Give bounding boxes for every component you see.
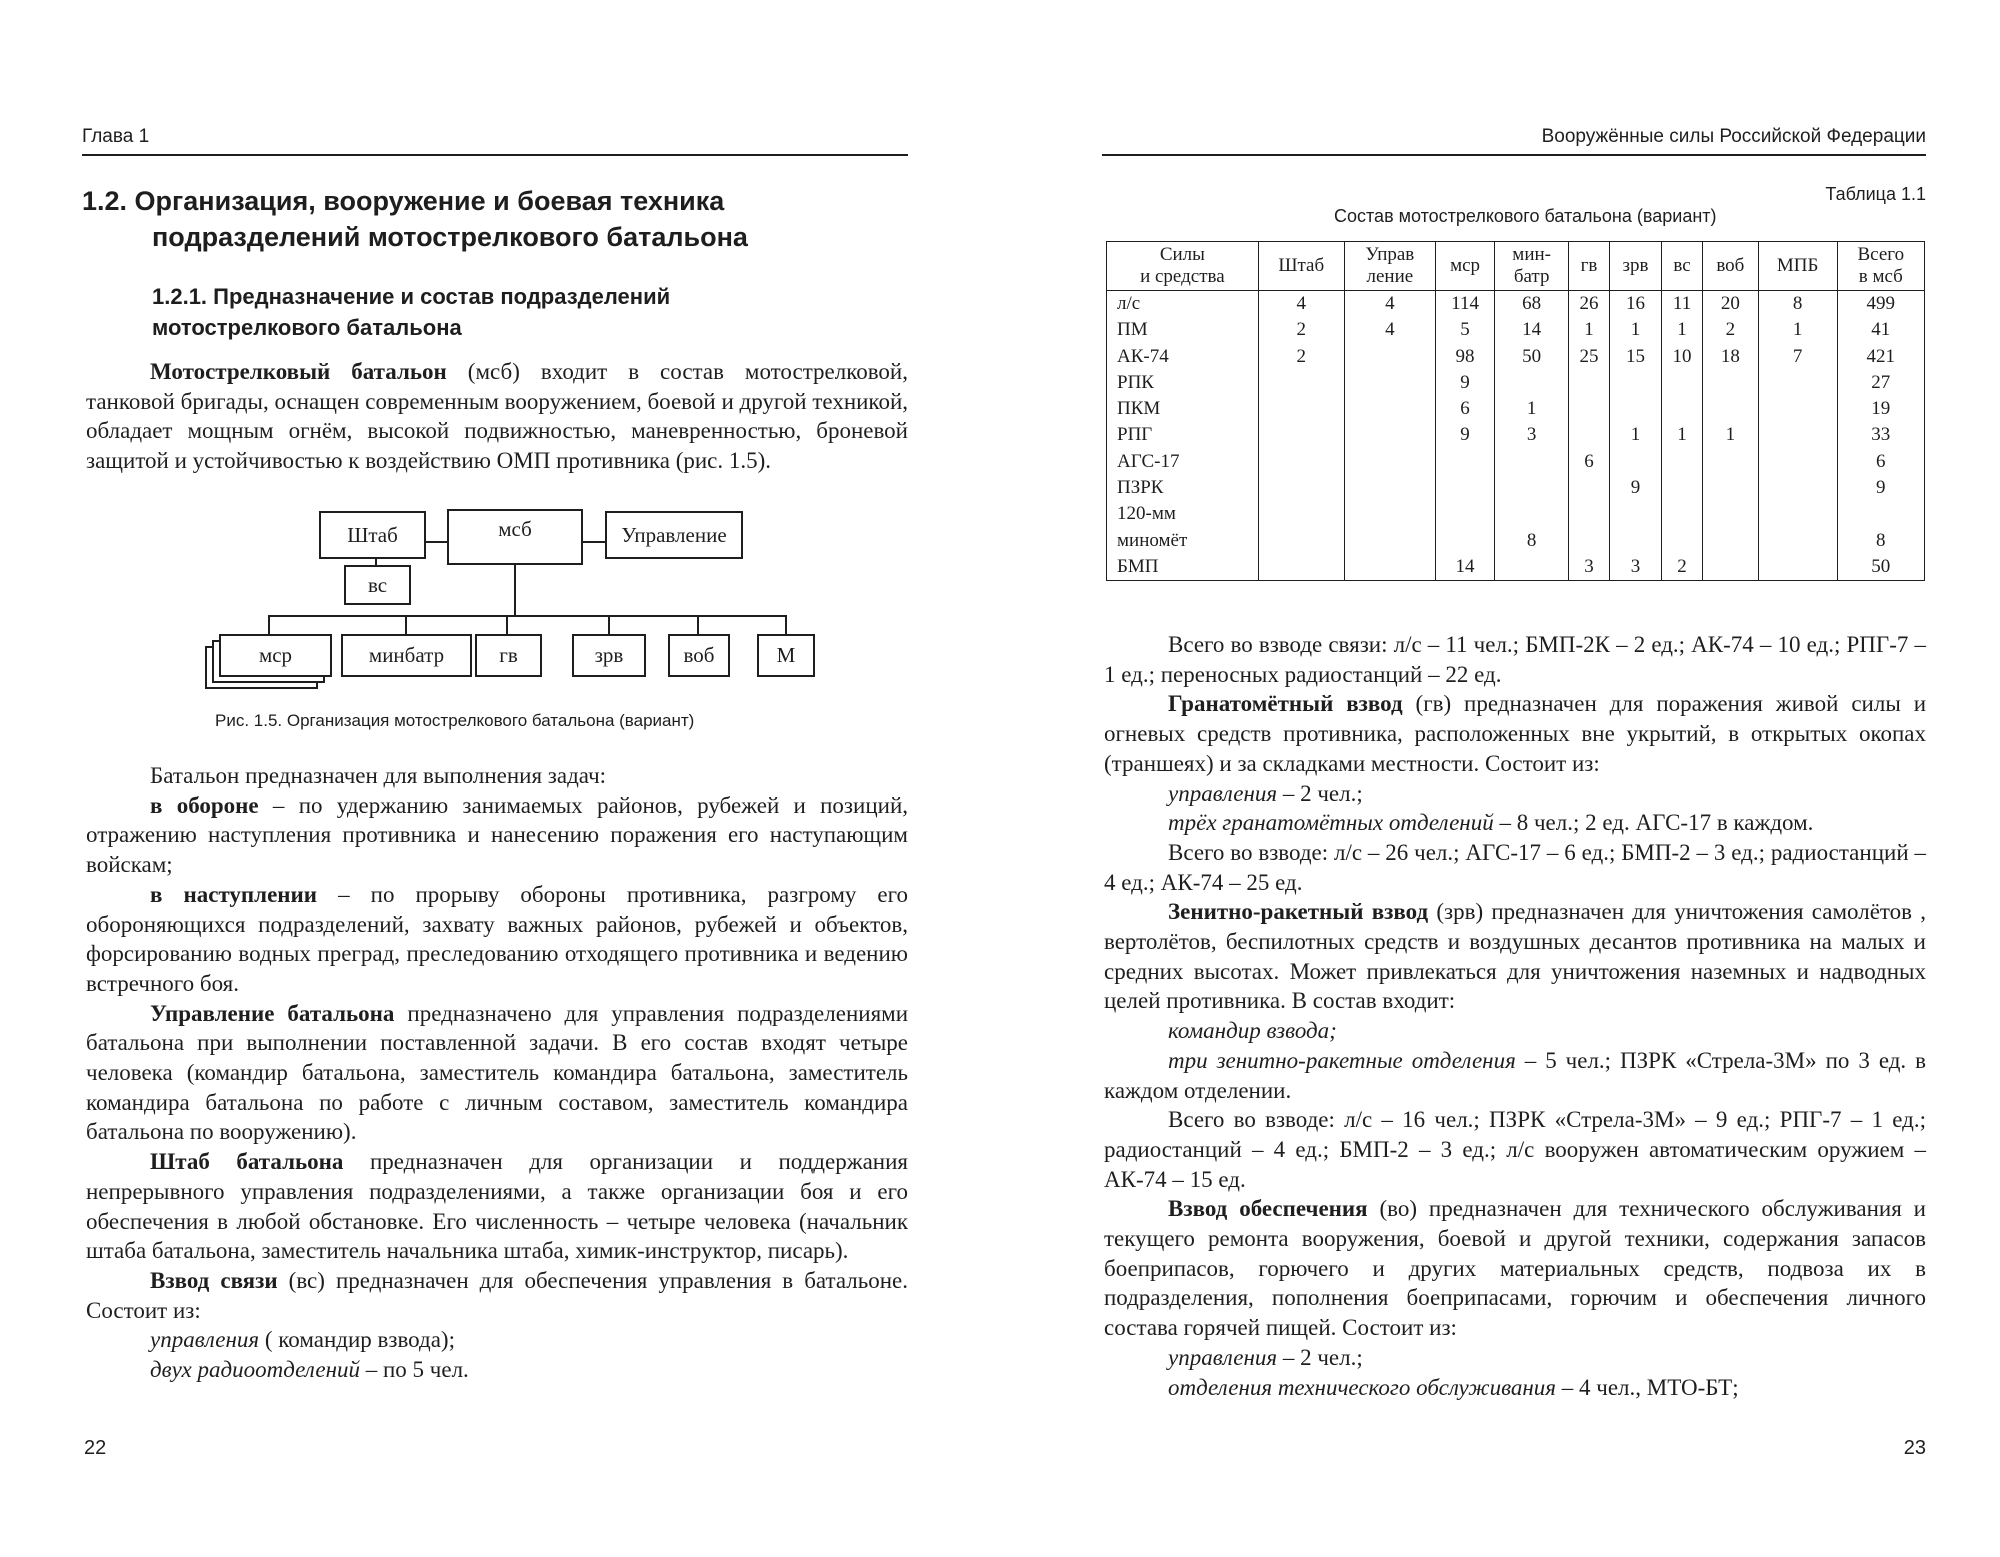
table-cell xyxy=(1344,475,1435,501)
table-cell: 6 xyxy=(1435,396,1494,422)
signal-total: Всего во взводе связи: л/с – 11 чел.; БМП-2К – 2 ед.; АК-74 – 10 ед.; РПГ-7 – 1 ед.; переносных радиостанций – 22 ед. xyxy=(1104,632,1926,687)
table-row xyxy=(1107,396,1925,422)
table-cell: 98 xyxy=(1435,344,1494,370)
table-cell xyxy=(1258,422,1344,448)
table-cell xyxy=(1495,475,1569,501)
table-cell xyxy=(1702,554,1758,581)
table-cell xyxy=(1758,370,1837,396)
table-header-cell: Штаб xyxy=(1258,242,1344,291)
table-cell: 1 xyxy=(1609,422,1661,448)
table-cell xyxy=(1702,501,1758,527)
table-cell: 9 xyxy=(1609,475,1661,501)
signal-bold: Взвод связи xyxy=(150,1267,278,1293)
table-cell: 4 xyxy=(1344,291,1435,318)
org-box-signal: вс xyxy=(344,565,411,605)
defense-bold: в обороне xyxy=(150,792,259,818)
gren-item2-text: – 8 чел.; 2 ед. АГС-17 в каждом. xyxy=(1493,810,1814,836)
table-cell xyxy=(1495,554,1569,581)
table-title: Состав мотострелкового батальона (вариант) xyxy=(1334,206,1717,226)
table-cell xyxy=(1344,396,1435,422)
table-cell: 41 xyxy=(1837,317,1924,343)
table-header-cell: воб xyxy=(1702,242,1758,291)
table-row xyxy=(1107,501,1925,527)
defense-text: – по удержанию занимаемых районов, рубежей и позиций, отражению наступления противника и нанесению поражения его наступающим войскам; xyxy=(86,792,908,878)
table-cell xyxy=(1758,475,1837,501)
table-cell xyxy=(1837,501,1924,527)
table-cell: 1 xyxy=(1495,396,1569,422)
table-cell: 1 xyxy=(1609,317,1661,343)
header-rule-right xyxy=(1102,154,1926,156)
org-box-command: Управление xyxy=(605,511,743,559)
table-row xyxy=(1107,449,1925,475)
subsection-title xyxy=(152,281,670,343)
org-box-battalion: мсб xyxy=(447,509,583,565)
table-cell: 15 xyxy=(1609,344,1661,370)
table-cell xyxy=(1258,475,1344,501)
table-row-label: БМП xyxy=(1107,554,1259,581)
org-box-zrv: зрв xyxy=(572,634,646,677)
intro-text: (мсб) входит в состав мотострелковой, танковой бригады, оснащен современным вооружением, боевой и другой техникой, обладает мощным огнём, высокой подвижностью, маневренностью, броневой защитой и устойчивостью к воздействию ОМП противника (рис. 1.5). xyxy=(86,359,908,474)
section-title xyxy=(82,183,748,255)
table-cell xyxy=(1609,396,1661,422)
table-cell xyxy=(1702,475,1758,501)
table-cell: 3 xyxy=(1609,554,1661,581)
table-cell: 3 xyxy=(1495,422,1569,448)
table-cell xyxy=(1662,370,1703,396)
table-header-row xyxy=(1107,242,1925,291)
section-title-line1: 1.2. Организация, вооружение и боевая техника xyxy=(82,186,725,216)
table-cell: 2 xyxy=(1258,344,1344,370)
table-cell xyxy=(1344,449,1435,475)
table-cell: 7 xyxy=(1758,344,1837,370)
table-header-cell: Всего в мсб xyxy=(1837,242,1924,291)
header-rule-left xyxy=(82,154,908,156)
table-row xyxy=(1107,554,1925,581)
command-text: предназначено для управления подразделениями батальона при выполнении поставленной задачи. В его состав входят четыре человека (командир батальона, заместитель командира батальона, заместитель командира батальона по работе с личным составом, заместитель командира батальона по вооружению). xyxy=(86,1000,909,1145)
page-number-left: 22 xyxy=(84,1437,107,1459)
table-cell: 114 xyxy=(1435,291,1494,318)
table-cell xyxy=(1609,449,1661,475)
table-cell xyxy=(1569,501,1610,527)
staff-text: предназначен для организации и поддержания непрерывного управления подразделениями, а также организации боя и его обеспечения в любой обстановке. Его численность – четыре человека (начальник штаба батальона, заместитель начальника штаба, химик-инструктор, писарь). xyxy=(86,1149,908,1264)
aa-item2-it: три зенитно-ракетные отделения xyxy=(1168,1047,1516,1073)
signal-item1-it: управления xyxy=(150,1327,260,1353)
gren-item1-text: – 2 чел.; xyxy=(1277,780,1363,806)
gren-item2-it: трёх гранатомётных отделений xyxy=(1168,810,1494,836)
table-row-label: АГС-17 xyxy=(1107,449,1259,475)
table-cell: 1 xyxy=(1662,317,1703,343)
table-cell xyxy=(1702,396,1758,422)
table-header-cell: Силы и средства xyxy=(1107,242,1259,291)
supply-item2-text: – 4 чел., МТО-БТ; xyxy=(1556,1374,1739,1400)
table-cell xyxy=(1702,370,1758,396)
table-cell: 3 xyxy=(1569,554,1610,581)
table-header-cell: мин- батр xyxy=(1495,242,1569,291)
table-row-label: РПГ xyxy=(1107,422,1259,448)
table-cell xyxy=(1344,528,1435,554)
table-cell xyxy=(1258,554,1344,581)
table-cell: 20 xyxy=(1702,291,1758,318)
table-cell xyxy=(1758,528,1837,554)
table-cell: 1 xyxy=(1662,422,1703,448)
table-cell: 27 xyxy=(1837,370,1924,396)
table-header-cell: вс xyxy=(1662,242,1703,291)
staff-bold: Штаб батальона xyxy=(150,1149,344,1175)
table-cell: 4 xyxy=(1258,291,1344,318)
table-cell xyxy=(1495,449,1569,475)
running-head-right: Вооружённые силы Российской Федерации xyxy=(1541,126,1926,147)
org-box-vob: воб xyxy=(668,634,730,677)
aa-total: Всего во взводе: л/с – 16 чел.; ПЗРК «Стрела-3М» – 9 ед.; РПГ-7 – 1 ед.; радиостанций – 4 ед.; БМП-2 – 3 ед.; л/с вооружен автоматическим оружием – АК-74 – 15 ед. xyxy=(1104,1107,1926,1192)
signal-item2-text: – по 5 чел. xyxy=(360,1357,469,1383)
table-cell: 6 xyxy=(1837,449,1924,475)
table-cell: 14 xyxy=(1495,317,1569,343)
table-cell xyxy=(1758,449,1837,475)
table-cell: 33 xyxy=(1837,422,1924,448)
gren-bold: Гранатомётный взвод xyxy=(1168,691,1403,717)
table-cell: 1 xyxy=(1758,317,1837,343)
table-row xyxy=(1107,422,1925,448)
tasks-intro: Батальон предназначен для выполнения задач: xyxy=(150,763,607,788)
table-row xyxy=(1107,291,1925,318)
aa-text: (зрв) предназначен для уничтожения самолётов , вертолётов, беспилотных средств и воздушных десантов противника на малых и средних высотах. Может привлекаться для уничтожения наземных и надводных целей противника. В состав входит: xyxy=(1104,899,1926,1014)
table-row-label: ПМ xyxy=(1107,317,1259,343)
gren-total: Всего во взводе: л/с – 26 чел.; АГС-17 – 6 ед.; БМП-2 – 3 ед.; радиостанций – 4 ед.; АК-74 – 25 ед. xyxy=(1104,839,1926,895)
table-header-cell: Управ ление xyxy=(1344,242,1435,291)
table-cell xyxy=(1758,396,1837,422)
org-box-gv: гв xyxy=(475,634,542,677)
table-cell: 9 xyxy=(1435,370,1494,396)
signal-item2-it: двух радиоотделений xyxy=(150,1357,360,1383)
table-label: Таблица 1.1 xyxy=(1825,184,1926,204)
table-header-cell: гв xyxy=(1569,242,1610,291)
supply-item2-it: отделения технического обслуживания xyxy=(1168,1374,1557,1400)
table-cell xyxy=(1702,449,1758,475)
table-cell xyxy=(1344,554,1435,581)
table-cell xyxy=(1569,528,1610,554)
composition-table xyxy=(1106,241,1925,581)
org-box-msr: мср xyxy=(219,634,332,677)
signal-text: (вс) предназначен для обеспечения управления в батальоне. Состоит из: xyxy=(86,1267,908,1323)
table-cell xyxy=(1258,528,1344,554)
table-cell xyxy=(1662,475,1703,501)
table-header-cell: мср xyxy=(1435,242,1494,291)
table-cell xyxy=(1609,501,1661,527)
aa-bold: Зенитно-ракетный взвод xyxy=(1168,899,1429,925)
left-body-text xyxy=(86,761,908,1385)
table-cell: 50 xyxy=(1837,554,1924,581)
table-row-label: ПЗРК xyxy=(1107,475,1259,501)
table-cell: 2 xyxy=(1258,317,1344,343)
offense-bold: в наступлении xyxy=(150,881,318,907)
org-box-m: М xyxy=(757,634,815,677)
table-cell: 9 xyxy=(1837,475,1924,501)
table-row-label: ПКМ xyxy=(1107,396,1259,422)
section-title-line2: подразделений мотострелкового батальона xyxy=(152,222,748,252)
table-cell: 9 xyxy=(1435,422,1494,448)
table-cell: 8 xyxy=(1495,528,1569,554)
supply-bold: Взвод обеспечения xyxy=(1168,1196,1368,1222)
table-cell xyxy=(1344,422,1435,448)
supply-text: (во) предназначен для технического обслуживания и текущего ремонта вооружения, боевой и другой техники, содержания запасов боеприпасов, горючего и других материальных средств, подвоза их в подразделения, пополнения боеприпасами, горючим и обеспечения личного состава горячей пищей. Состоит из: xyxy=(1104,1196,1926,1341)
table-cell: 1 xyxy=(1569,317,1610,343)
table-cell xyxy=(1258,501,1344,527)
supply-item1-text: – 2 чел.; xyxy=(1277,1344,1363,1370)
table-cell: 68 xyxy=(1495,291,1569,318)
subsection-title-line1: 1.2.1. Предназначение и состав подразделений xyxy=(152,284,671,309)
table-cell xyxy=(1435,501,1494,527)
table-cell xyxy=(1258,370,1344,396)
table-cell: 1 xyxy=(1702,422,1758,448)
table-cell xyxy=(1569,370,1610,396)
table-cell xyxy=(1609,528,1661,554)
figure-caption: Рис. 1.5. Организация мотострелкового батальона (вариант) xyxy=(215,711,695,730)
table-cell xyxy=(1344,344,1435,370)
table-cell xyxy=(1344,370,1435,396)
table-row xyxy=(1107,370,1925,396)
page-number-right: 23 xyxy=(1903,1437,1926,1459)
table-cell: 11 xyxy=(1662,291,1703,318)
table-row-label: АК-74 xyxy=(1107,344,1259,370)
table-cell: 50 xyxy=(1495,344,1569,370)
table-cell: 4 xyxy=(1344,317,1435,343)
table-cell xyxy=(1758,422,1837,448)
table-cell xyxy=(1662,528,1703,554)
gren-item1-it: управления xyxy=(1168,780,1278,806)
table-cell xyxy=(1662,501,1703,527)
table-cell xyxy=(1662,396,1703,422)
intro-bold: Мотострелковый батальон xyxy=(150,359,447,384)
table-cell: 16 xyxy=(1609,291,1661,318)
table-cell: 499 xyxy=(1837,291,1924,318)
table-cell xyxy=(1435,528,1494,554)
table-cell xyxy=(1758,554,1837,581)
table-cell: 14 xyxy=(1435,554,1494,581)
aa-item1-it: командир взвода; xyxy=(1168,1018,1337,1044)
table-body xyxy=(1107,291,1925,581)
aa-item2-text: – 5 чел.; ПЗРК «Стрела-3М» по 3 ед. в каждом отделении. xyxy=(1104,1047,1926,1103)
table-cell xyxy=(1435,449,1494,475)
table-cell: 6 xyxy=(1569,449,1610,475)
table-row xyxy=(1107,317,1925,343)
table-row xyxy=(1107,344,1925,370)
running-head-left: Глава 1 xyxy=(82,126,150,147)
offense-text: – по прорыву обороны противника, разгрому его обороняющихся подразделений, захвату важных районов, рубежей и объектов, форсированию водных преград, преследованию отходящего противника и ведению встречного боя. xyxy=(86,881,908,996)
table-row-label: РПК xyxy=(1107,370,1259,396)
table-cell xyxy=(1569,396,1610,422)
right-page xyxy=(1000,0,2000,1557)
table-cell: 2 xyxy=(1662,554,1703,581)
table-cell: 19 xyxy=(1837,396,1924,422)
table-row-label: л/с xyxy=(1107,291,1259,318)
command-bold: Управление батальона xyxy=(150,1000,395,1026)
table-cell: 18 xyxy=(1702,344,1758,370)
table-row xyxy=(1107,475,1925,501)
table-cell xyxy=(1495,501,1569,527)
table-cell: 8 xyxy=(1837,528,1924,554)
table-cell: 10 xyxy=(1662,344,1703,370)
intro-paragraph xyxy=(86,357,908,476)
table-cell xyxy=(1258,396,1344,422)
table-cell xyxy=(1609,370,1661,396)
table-cell: 8 xyxy=(1758,291,1837,318)
table-cell xyxy=(1435,475,1494,501)
table-cell xyxy=(1569,422,1610,448)
table-cell: 421 xyxy=(1837,344,1924,370)
table-cell: 5 xyxy=(1435,317,1494,343)
table-row-label: миномёт xyxy=(1107,528,1259,554)
table-cell xyxy=(1758,501,1837,527)
subsection-title-line2: мотострелкового батальона xyxy=(152,315,462,340)
table-header-cell: МПБ xyxy=(1758,242,1837,291)
table-cell: 26 xyxy=(1569,291,1610,318)
table-cell xyxy=(1495,370,1569,396)
table-row-label: 120-мм xyxy=(1107,501,1259,527)
table-cell: 2 xyxy=(1702,317,1758,343)
org-box-mortar: минбатр xyxy=(341,634,472,677)
table-row xyxy=(1107,528,1925,554)
table-header-cell: зрв xyxy=(1609,242,1661,291)
org-box-staff: Штаб xyxy=(319,511,426,559)
table-cell xyxy=(1702,528,1758,554)
table-cell: 25 xyxy=(1569,344,1610,370)
right-body-text xyxy=(1104,630,1926,1402)
gren-text: (гв) предназначен для поражения живой силы и огневых средств противника, расположенных вне укрытий, в открытых окопах (траншеях) и за складками местности. Состоит из: xyxy=(1104,691,1927,776)
table-cell xyxy=(1258,449,1344,475)
table-cell xyxy=(1344,501,1435,527)
table-cell xyxy=(1662,449,1703,475)
supply-item1-it: управления xyxy=(1168,1344,1278,1370)
signal-item1-text: ( командир взвода); xyxy=(259,1327,455,1353)
table-cell xyxy=(1569,475,1610,501)
